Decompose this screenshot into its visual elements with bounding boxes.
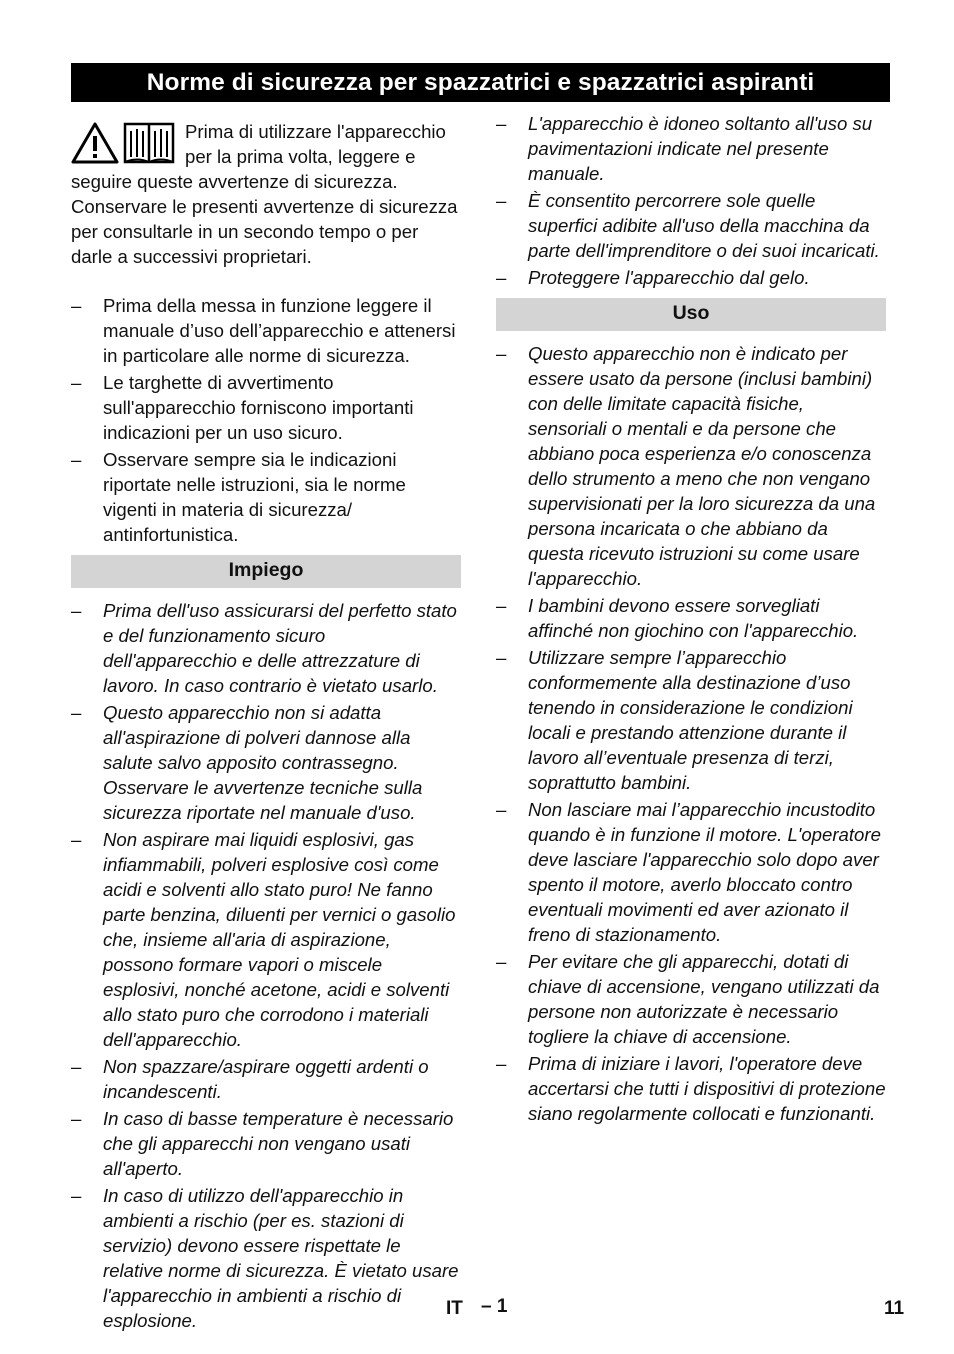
list-item: – Questo apparecchio non si adatta all'aspirazione di polveri dannose alla salute salvo apposito contrassegno. Osservare le avvertenze tecniche sulla sicurezza riportate nel manuale d'uso. (71, 702, 423, 823)
list-item: – Non aspirare mai liquidi esplosivi, gas infiammabili, polveri esplosive così come acidi e solventi allo stato puro! Ne fanno parte benzina, diluenti per vernici o gasolio che, insieme all'aria di aspirazione, possono formare vapori o miscele esplosivi, nonché acetone, acidi e solventi allo stato puro che corrodono i materiali dell'apparecchio. (71, 829, 456, 1050)
list-item: – Prima dell'uso assicurarsi del perfetto stato e del funzionamento sicuro dell'apparecchio e delle attrezzature di lavoro. In caso contrario è vietato usarlo. (71, 600, 457, 696)
manual-book-icon (123, 121, 175, 165)
list-item: – In caso di utilizzo dell'apparecchio in ambienti a rischio (per es. stazioni di servizio) devono essere rispettate le relative norme di sicurezza. È vietato usare l'apparecchio in ambienti a rischio di esplosione. (71, 1185, 459, 1331)
general-safety-list (71, 293, 461, 547)
footer-section-page: – 1 (481, 1296, 508, 1317)
uso-list (496, 341, 886, 1126)
left-column (71, 293, 461, 1335)
intro-block (71, 119, 461, 269)
list-item: – Prima di iniziare i lavori, l'operatore deve accertarsi che tutti i dispositivi di protezione siano regolarmente collocati e funzionanti. (496, 1053, 886, 1124)
list-item: – Non spazzare/aspirare oggetti ardenti o incandescenti. (71, 1056, 429, 1102)
list-item: – Questo apparecchio non è indicato per essere usato da persone (inclusi bambini) con delle limitate capacità fisiche, sensoriali o mentali e da persone che abbiano poca esperienza e/o conoscenza dello strumento a meno che non vengano supervisionati per la loro sicurezza da una persona incaricata o che abbiano da questa ricevuto istruzioni su come usare l'apparecchio. (496, 343, 876, 589)
list-item: – Osservare sempre sia le indicazioni riportate nelle istruzioni, sia le norme vigenti in materia di sicurezza/ antinfortunistica. (71, 449, 406, 545)
list-item: – Proteggere l'apparecchio dal gelo. (496, 267, 810, 288)
footer-page-number: 11 (884, 1298, 905, 1319)
list-item: – I bambini devono essere sorvegliati affinché non giochino con l'apparecchio. (496, 595, 859, 641)
list-item: – Le targhette di avvertimento sull'apparecchio forniscono importanti indicazioni per un uso sicuro. (71, 372, 414, 443)
warning-triangle-icon (71, 121, 119, 165)
list-item: – L'apparecchio è idoneo soltanto all'uso su pavimentazioni indicate nel presente manuale. (496, 113, 873, 184)
list-item: – Non lasciare mai l’apparecchio incustodito quando è in funzione il motore. L'operatore deve lasciare l'apparecchio solo dopo aver spento il motore, averlo bloccato contro eventuali movimenti ed aver azionato il freno di stazionamento. (496, 799, 881, 945)
footer-language: IT (446, 1298, 463, 1319)
list-item: – Prima della messa in funzione leggere il manuale d’uso dell’apparecchio e attenersi in particolare alle norme di sicurezza. (71, 295, 456, 366)
list-item: – Per evitare che gli apparecchi, dotati di chiave di accensione, vengano utilizzati da persone non autorizzate è necessario togliere la chiave di accensione. (496, 951, 880, 1047)
intro-icons (71, 121, 175, 165)
section-heading-uso: Uso (496, 298, 886, 331)
list-item: – In caso di basse temperature è necessario che gli apparecchi non vengano usati all'aperto. (71, 1108, 454, 1179)
intro-text: Prima di utilizzare l'apparecchio per la prima volta, leggere e seguire queste avvertenze di sicurezza. Conservare le presenti avvertenze di sicurezza per consultarle in un secondo tempo o per darle a successivi proprietari. (71, 121, 458, 267)
list-item: – È consentito percorrere sole quelle superfici adibite all'uso della macchina da parte dell'imprenditore o dei suoi incaricati. (496, 190, 880, 261)
section-heading-impiego: Impiego (71, 555, 461, 588)
right-column (496, 111, 886, 1128)
page-title: Norme di sicurezza per spazzatrici e spazzatrici aspiranti (71, 63, 890, 102)
impiego-list-continued (496, 111, 886, 290)
impiego-list (71, 598, 461, 1333)
list-item: – Utilizzare sempre l’apparecchio conformemente alla destinazione d’uso tenendo in considerazione le condizioni locali e prestando attenzione durante il lavoro all’eventuale presenza di terzi, soprattutto bambini. (496, 647, 853, 793)
